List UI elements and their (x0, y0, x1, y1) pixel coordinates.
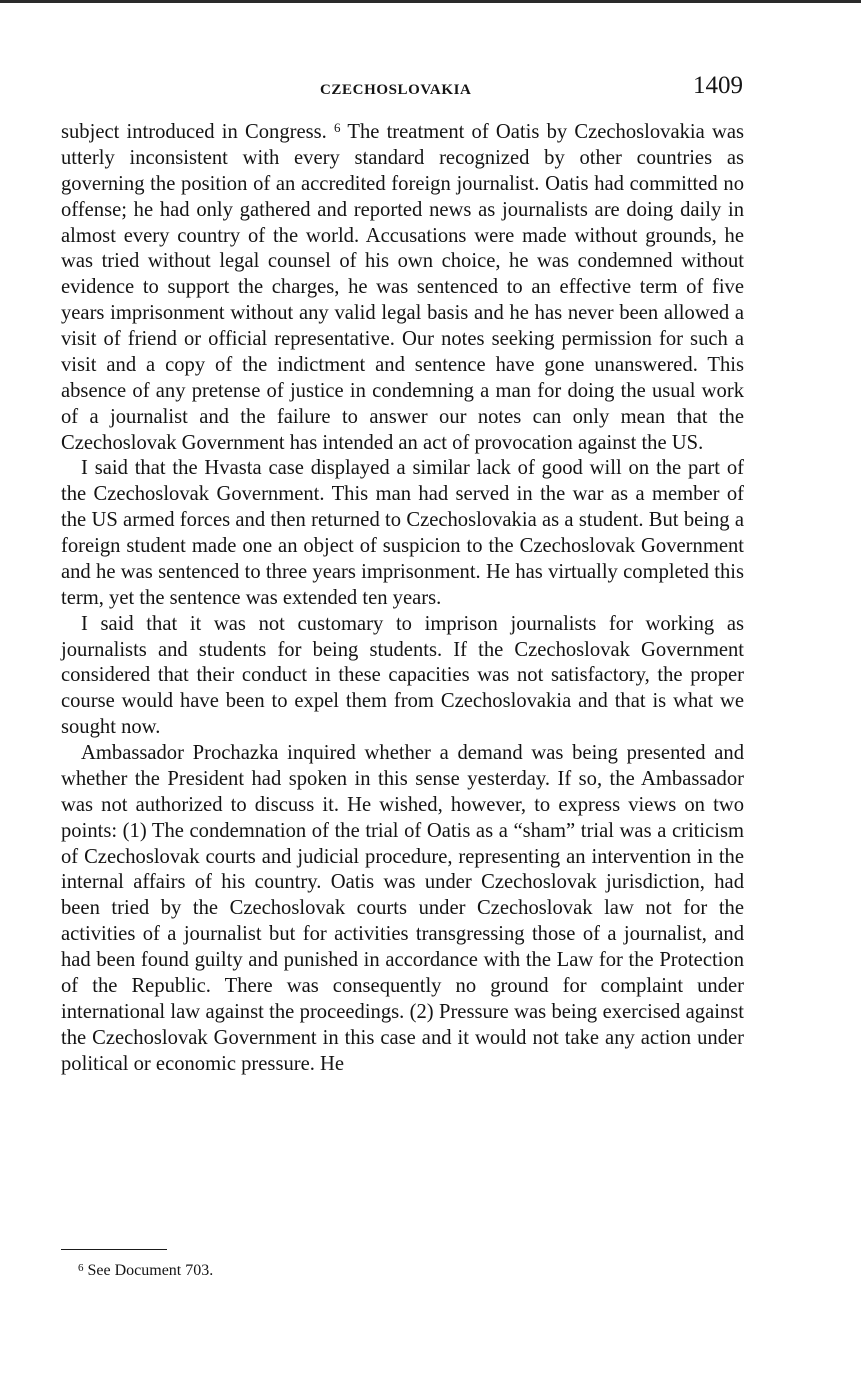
body-text (61, 120, 744, 1077)
footnote-reference: 6 (334, 120, 341, 135)
footnote-marker: 6 (78, 1262, 84, 1274)
paragraph-2: I said that the Hvasta case displayed a similar lack of good will on the part of the Czechoslovak Government. This man had served in the war as a member of the US armed forces and then returned to Czechoslovakia as a student. But being a foreign student made one an object of suspicion to the Czechoslovak Government and he was sentenced to three years imprisonment. He has virtually completed this term, yet the sentence was extended ten years. (61, 457, 744, 609)
footnote-text: See Document 703. (83, 1262, 214, 1279)
running-head: CZECHOSLOVAKIA (320, 82, 472, 98)
footnote (78, 1262, 213, 1280)
footnote-divider (61, 1249, 167, 1250)
page-number: 1409 (693, 72, 743, 99)
paragraph-1-text: The treatment of Oatis by Czechoslovakia was utterly inconsistent with every standard recognized by other countries as governing the position of an accredited foreign journalist. Oatis had committed no offense; he had only gathered and reported news as journalists are doing daily in almost every country of the world. Accusations were made without grounds, he was tried without legal counsel of his own choice, he was condemned without evidence to support the charges, he was sentenced to an effective term of five years imprisonment without any valid legal basis and he has never been allowed a visit of friend or official representative. Our notes seeking permission for such a visit and a copy of the indictment and sentence have gone unanswered. This absence of any pretense of justice in condemning a man for doing the usual work of a journalist and the failure to answer our notes can only mean that the Czechoslovak Government has intended an act of provocation against the US. (61, 121, 744, 454)
paragraph-3: I said that it was not customary to imprison journalists for working as journalists and students for being students. If the Czechoslovak Government considered that their conduct in these capacities was not satisfactory, the proper course would have been to expel them from Czechoslovakia and that is what we sought now. (61, 612, 744, 739)
paragraph-4: Ambassador Prochazka inquired whether a demand was being presented and whether the President had spoken in this sense yesterday. If so, the Ambassador was not authorized to discuss it. He wished, however, to express views on two points: (1) The condemnation of the trial of Oatis as a “sham” trial was a criticism of Czechoslovak courts and judicial procedure, representing an intervention in the internal affairs of his country. Oatis was under Czechoslovak jurisdiction, had been tried by the Czechoslovak courts under Czechoslovak law not for the activities of a journalist but for activities transgressing those of a journalist, and had been found guilty and punished in accordance with the Law for the Protection of the Republic. There was consequently no ground for complaint under international law against the proceedings. (2) Pressure was being exercised against the Czechoslovak Government in this case and it would not take any action under political or economic pressure. He (61, 742, 744, 1075)
paragraph-1 (61, 120, 744, 456)
top-border-rule (0, 0, 861, 3)
paragraph-1-lead: subject introduced in Congress. (61, 121, 327, 143)
